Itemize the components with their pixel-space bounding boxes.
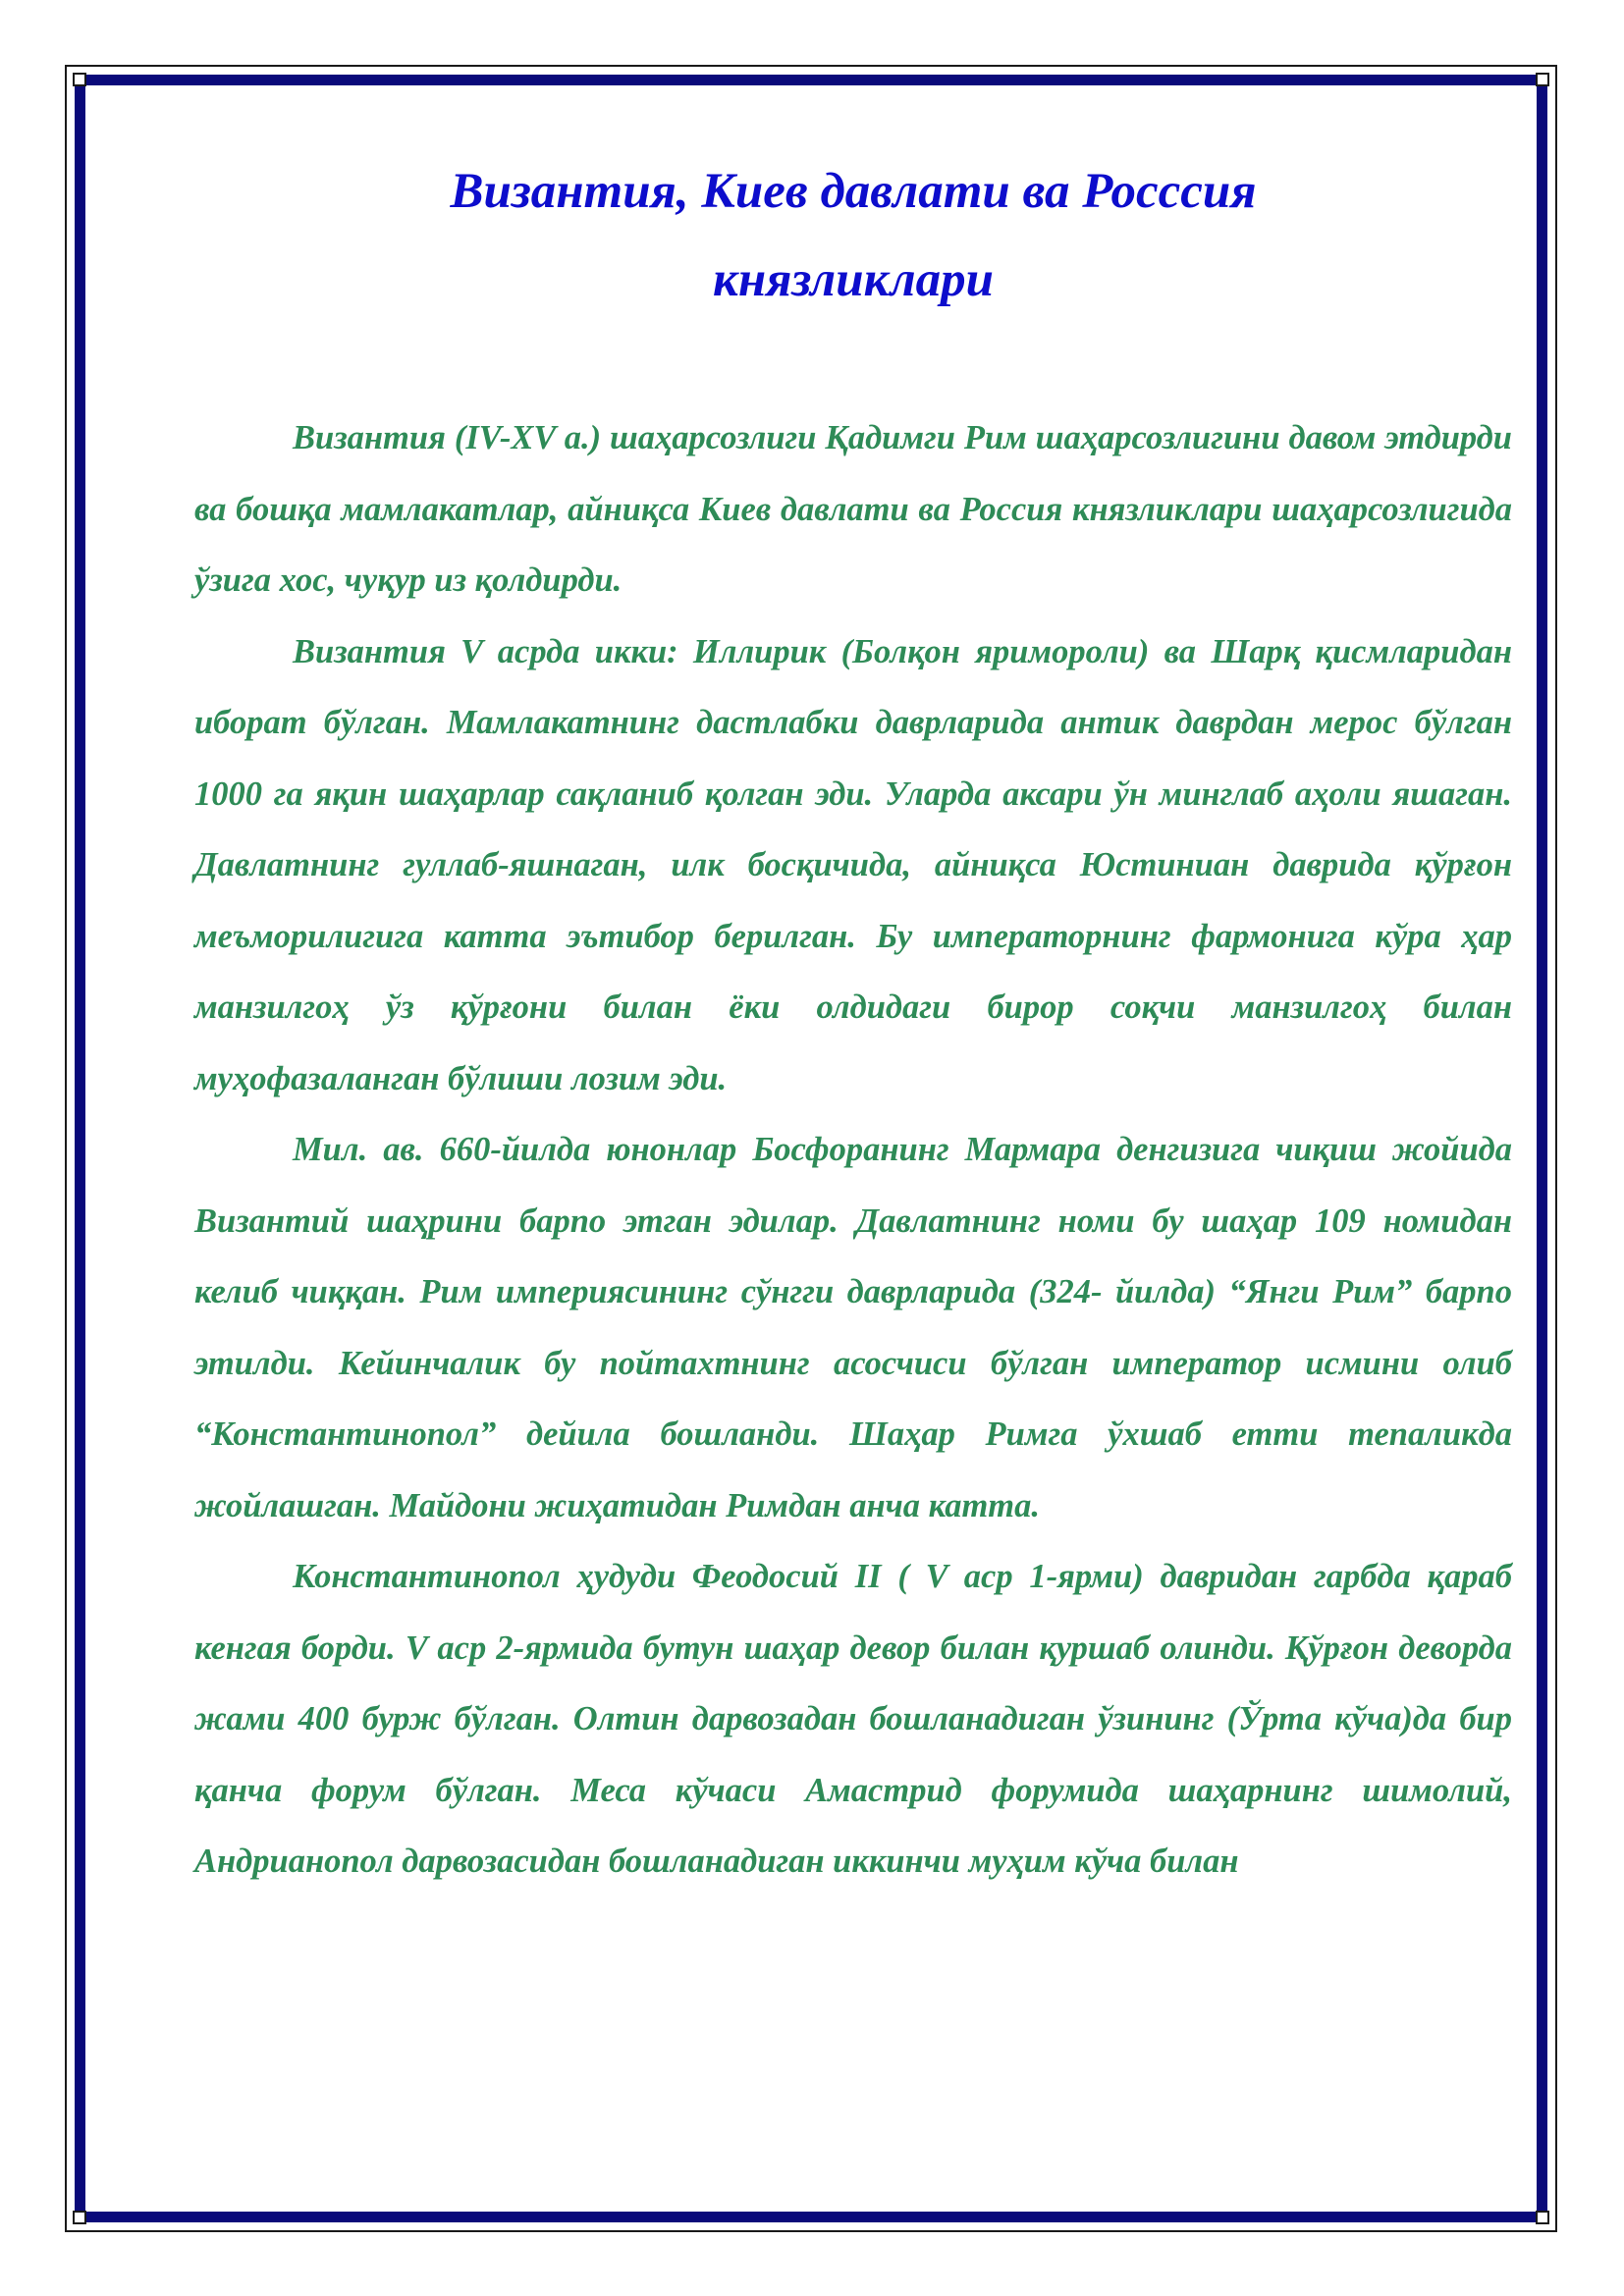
document-body: [194, 402, 1512, 1897]
corner-ornament-bottom-left: [65, 2203, 94, 2232]
paragraph: Византия V асрда икки: Иллирик (Болқон яримороли) ва Шарқ қисмларидан иборат бўлган. Мамлакатнинг дастлабки даврларида антик даврдан мерос бўлган 1000 га яқин шаҳарлар сақланиб қолган эди. Уларда аксари ўн минглаб аҳоли яшаган. Давлатнинг гуллаб-яшнаган, илк босқичида, айниқса Юстиниан даврида қўрғон меъморилигига катта эътибор берилган. Бу императорнинг фармонига кўра ҳар манзилгоҳ ўз қўрғони билан ёки олдидаги бирор соқчи манзилгоҳ билан муҳофазаланган бўлиши лозим эди.: [194, 632, 1512, 1097]
corner-ornament-top-left: [65, 65, 94, 94]
title-line-1: Византия, Киев давлати ва Росссия: [450, 164, 1257, 219]
title-line-2: князликлари: [712, 252, 994, 307]
paragraph: Византия (IV-XV a.) шаҳарсозлиги Қадимги Рим шаҳарсозлигини давом этдирди ва бошқа мамлакатлар, айниқса Киев давлати ва Россия князликлари шаҳарсозлигида ўзига хос, чуқур из қолдирди.: [194, 419, 1512, 599]
corner-ornament-top-right: [1528, 65, 1557, 94]
corner-ornament-bottom-right: [1528, 2203, 1557, 2232]
document-page: [194, 147, 1512, 1897]
document-title: [194, 147, 1512, 324]
paragraph: Мил. ав. 660-йилда юнонлар Босфоранинг Мармара денгизига чиқиш жойида Византий шаҳрини барпо этган эдилар. Давлатнинг номи бу шаҳар 109 номидан келиб чиққан. Рим империясининг сўнгги даврларида (324- йилда) “Янги Рим” барпо этилди. Кейинчалик бу пойтахтнинг асосчиси бўлган император исмини олиб “Константинопол” дейила бошланди. Шаҳар Римга ўхшаб етти тепаликда жойлашган. Майдони жиҳатидан Римдан анча катта.: [194, 1131, 1512, 1524]
paragraph: Константинопол ҳудуди Феодосий II ( V аср 1-ярми) давридан гарбда қараб кенгая борди. V аср 2-ярмида бутун шаҳар девор билан қуршаб олинди. Қўрғон деворда жами 400 бурж бўлган. Олтин дарвозадан бошланадиган ўзининг (Ўрта кўча)да бир қанча форум бўлган. Меса кўчаси Амастрид форумида шаҳарнинг шимолий, Андрианопол дарвозасидан бошланадиган иккинчи муҳим кўча билан: [194, 1558, 1512, 1880]
